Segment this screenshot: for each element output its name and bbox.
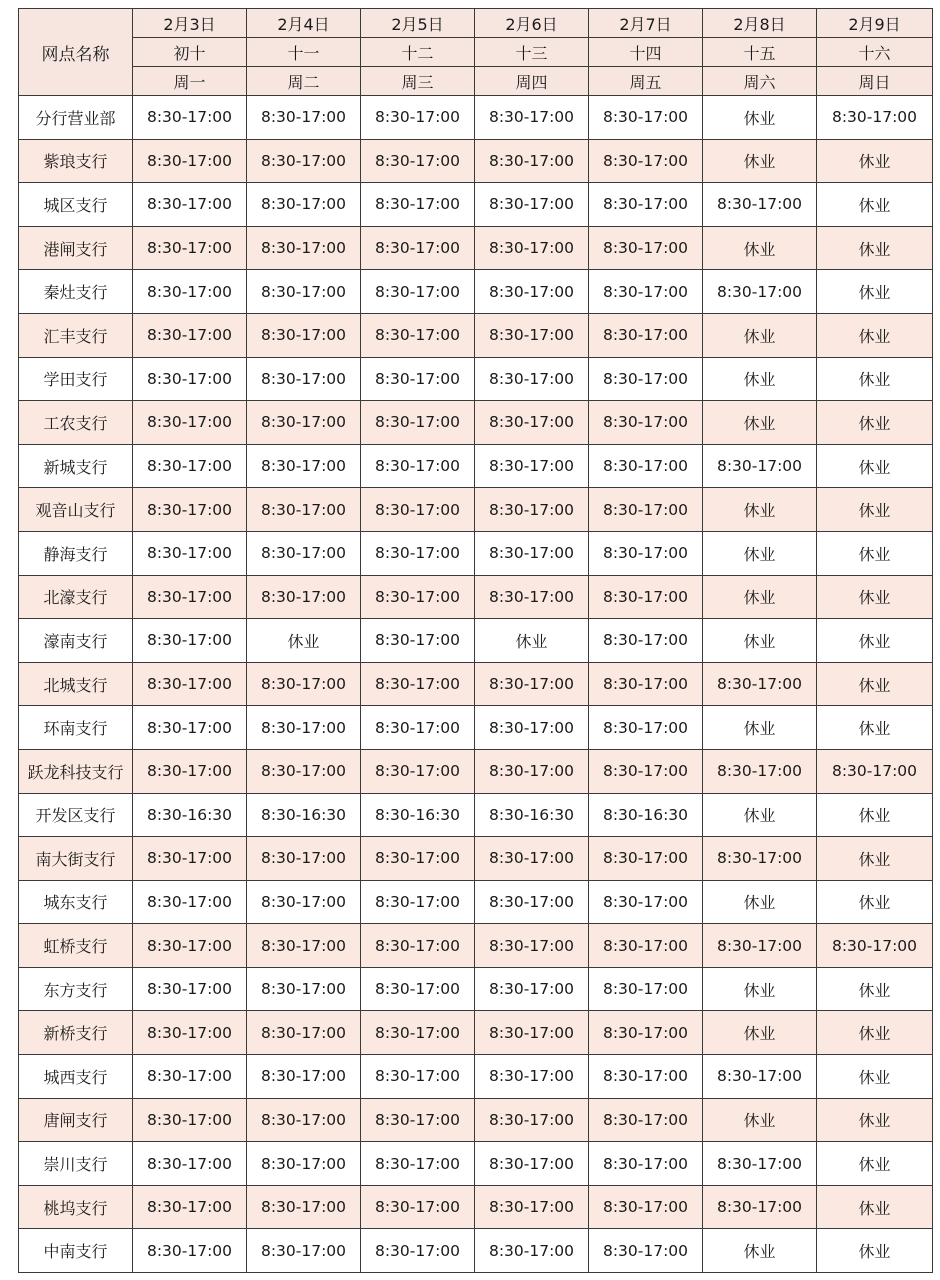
hours-cell: 8:30-17:00 bbox=[589, 967, 703, 1011]
table-row bbox=[19, 444, 933, 488]
branch-name: 中南支行 bbox=[19, 1229, 133, 1273]
hours-cell: 8:30-17:00 bbox=[475, 967, 589, 1011]
hours-cell: 8:30-17:00 bbox=[247, 313, 361, 357]
hours-cell: 8:30-17:00 bbox=[133, 531, 247, 575]
table-row bbox=[19, 1055, 933, 1099]
table-row bbox=[19, 967, 933, 1011]
table-row bbox=[19, 662, 933, 706]
hours-cell: 8:30-17:00 bbox=[361, 749, 475, 793]
hours-cell: 8:30-17:00 bbox=[361, 139, 475, 183]
hours-cell: 8:30-17:00 bbox=[361, 357, 475, 401]
hours-cell: 休业 bbox=[817, 1185, 933, 1229]
hours-cell: 8:30-17:00 bbox=[133, 749, 247, 793]
hours-cell: 休业 bbox=[817, 444, 933, 488]
hours-cell: 8:30-16:30 bbox=[133, 793, 247, 837]
hours-cell: 休业 bbox=[817, 1011, 933, 1055]
branch-name: 新桥支行 bbox=[19, 1011, 133, 1055]
hours-cell: 8:30-17:00 bbox=[133, 183, 247, 227]
hours-cell: 休业 bbox=[817, 1229, 933, 1273]
hours-cell: 8:30-17:00 bbox=[133, 488, 247, 532]
hours-cell: 8:30-17:00 bbox=[247, 1055, 361, 1099]
hours-cell: 8:30-17:00 bbox=[589, 749, 703, 793]
hours-cell: 休业 bbox=[817, 270, 933, 314]
table-row bbox=[19, 1098, 933, 1142]
hours-cell: 8:30-17:00 bbox=[475, 575, 589, 619]
hours-cell: 8:30-17:00 bbox=[361, 967, 475, 1011]
header-weekday: 周五 bbox=[589, 67, 703, 96]
hours-cell: 8:30-17:00 bbox=[589, 226, 703, 270]
hours-cell: 8:30-17:00 bbox=[703, 749, 817, 793]
hours-cell: 休业 bbox=[817, 1055, 933, 1099]
hours-cell: 8:30-17:00 bbox=[133, 444, 247, 488]
hours-cell: 休业 bbox=[817, 619, 933, 663]
table-row bbox=[19, 749, 933, 793]
hours-cell: 8:30-17:00 bbox=[475, 749, 589, 793]
hours-cell: 8:30-17:00 bbox=[589, 183, 703, 227]
table-row bbox=[19, 96, 933, 140]
branch-name: 桃坞支行 bbox=[19, 1185, 133, 1229]
hours-cell: 休业 bbox=[703, 967, 817, 1011]
hours-cell: 8:30-17:00 bbox=[475, 226, 589, 270]
hours-cell: 休业 bbox=[703, 575, 817, 619]
branch-name: 观音山支行 bbox=[19, 488, 133, 532]
hours-cell: 休业 bbox=[817, 706, 933, 750]
hours-cell: 8:30-17:00 bbox=[361, 183, 475, 227]
hours-cell: 8:30-17:00 bbox=[133, 96, 247, 140]
hours-cell: 8:30-17:00 bbox=[475, 1185, 589, 1229]
hours-cell: 8:30-17:00 bbox=[703, 1185, 817, 1229]
header-lunar: 十五 bbox=[703, 38, 817, 67]
hours-cell: 8:30-17:00 bbox=[589, 924, 703, 968]
branch-name: 环南支行 bbox=[19, 706, 133, 750]
hours-cell: 休业 bbox=[703, 706, 817, 750]
hours-cell: 休业 bbox=[817, 401, 933, 445]
hours-cell: 8:30-17:00 bbox=[361, 226, 475, 270]
hours-cell: 8:30-17:00 bbox=[703, 270, 817, 314]
hours-cell: 8:30-17:00 bbox=[361, 924, 475, 968]
hours-cell: 休业 bbox=[817, 793, 933, 837]
hours-cell: 8:30-17:00 bbox=[475, 706, 589, 750]
table-row bbox=[19, 1011, 933, 1055]
hours-cell: 8:30-17:00 bbox=[475, 96, 589, 140]
hours-cell: 8:30-16:30 bbox=[361, 793, 475, 837]
hours-cell: 8:30-17:00 bbox=[361, 1055, 475, 1099]
header-date: 2月7日 bbox=[589, 9, 703, 38]
hours-cell: 休业 bbox=[703, 1229, 817, 1273]
hours-cell: 8:30-17:00 bbox=[361, 619, 475, 663]
hours-cell: 8:30-17:00 bbox=[361, 531, 475, 575]
header-date: 2月3日 bbox=[133, 9, 247, 38]
branch-name: 新城支行 bbox=[19, 444, 133, 488]
branch-name: 虹桥支行 bbox=[19, 924, 133, 968]
hours-cell: 8:30-17:00 bbox=[817, 924, 933, 968]
hours-cell: 8:30-17:00 bbox=[247, 575, 361, 619]
hours-cell: 8:30-17:00 bbox=[475, 880, 589, 924]
header-date: 2月8日 bbox=[703, 9, 817, 38]
table-row bbox=[19, 619, 933, 663]
branch-name: 城东支行 bbox=[19, 880, 133, 924]
hours-cell: 8:30-17:00 bbox=[817, 749, 933, 793]
hours-cell: 8:30-17:00 bbox=[817, 96, 933, 140]
corner-header: 网点名称 bbox=[19, 9, 133, 96]
table-row bbox=[19, 575, 933, 619]
hours-cell: 休业 bbox=[817, 488, 933, 532]
branch-name: 静海支行 bbox=[19, 531, 133, 575]
hours-cell: 8:30-16:30 bbox=[589, 793, 703, 837]
hours-cell: 8:30-17:00 bbox=[361, 96, 475, 140]
hours-cell: 8:30-17:00 bbox=[475, 1055, 589, 1099]
hours-cell: 休业 bbox=[703, 1011, 817, 1055]
hours-cell: 8:30-17:00 bbox=[247, 749, 361, 793]
hours-cell: 8:30-17:00 bbox=[247, 967, 361, 1011]
hours-cell: 8:30-17:00 bbox=[133, 1185, 247, 1229]
hours-cell: 休业 bbox=[817, 575, 933, 619]
table-row bbox=[19, 1185, 933, 1229]
hours-cell: 休业 bbox=[817, 139, 933, 183]
hours-cell: 休业 bbox=[817, 880, 933, 924]
branch-name: 跃龙科技支行 bbox=[19, 749, 133, 793]
header-lunar: 十六 bbox=[817, 38, 933, 67]
header-weekday: 周四 bbox=[475, 67, 589, 96]
header-lunar: 初十 bbox=[133, 38, 247, 67]
hours-cell: 8:30-17:00 bbox=[589, 531, 703, 575]
table-row bbox=[19, 357, 933, 401]
hours-cell: 休业 bbox=[703, 619, 817, 663]
hours-cell: 8:30-17:00 bbox=[247, 880, 361, 924]
hours-cell: 休业 bbox=[817, 313, 933, 357]
hours-cell: 休业 bbox=[703, 313, 817, 357]
hours-cell: 8:30-17:00 bbox=[247, 1098, 361, 1142]
hours-cell: 8:30-17:00 bbox=[703, 1142, 817, 1186]
hours-cell: 8:30-17:00 bbox=[361, 444, 475, 488]
hours-cell: 8:30-17:00 bbox=[703, 183, 817, 227]
hours-cell: 8:30-17:00 bbox=[703, 924, 817, 968]
hours-cell: 8:30-17:00 bbox=[247, 1142, 361, 1186]
table-row bbox=[19, 401, 933, 445]
table-row bbox=[19, 313, 933, 357]
hours-cell: 8:30-17:00 bbox=[133, 967, 247, 1011]
hours-cell: 8:30-17:00 bbox=[361, 1098, 475, 1142]
table-row bbox=[19, 183, 933, 227]
branch-name: 分行营业部 bbox=[19, 96, 133, 140]
hours-cell: 8:30-17:00 bbox=[133, 880, 247, 924]
hours-cell: 8:30-17:00 bbox=[247, 183, 361, 227]
table-header bbox=[19, 9, 933, 96]
hours-cell: 8:30-17:00 bbox=[475, 357, 589, 401]
hours-cell: 8:30-17:00 bbox=[589, 96, 703, 140]
table-row bbox=[19, 1229, 933, 1273]
header-lunar: 十四 bbox=[589, 38, 703, 67]
hours-cell: 8:30-17:00 bbox=[589, 837, 703, 881]
hours-cell: 8:30-17:00 bbox=[703, 1055, 817, 1099]
branch-name: 东方支行 bbox=[19, 967, 133, 1011]
hours-cell: 休业 bbox=[703, 96, 817, 140]
branch-name: 港闸支行 bbox=[19, 226, 133, 270]
hours-cell: 8:30-17:00 bbox=[589, 706, 703, 750]
hours-cell: 8:30-17:00 bbox=[133, 1142, 247, 1186]
hours-cell: 8:30-17:00 bbox=[133, 313, 247, 357]
table-row bbox=[19, 270, 933, 314]
hours-cell: 8:30-17:00 bbox=[247, 1229, 361, 1273]
header-row-weekday bbox=[19, 67, 933, 96]
hours-cell: 8:30-17:00 bbox=[589, 1098, 703, 1142]
hours-cell: 8:30-17:00 bbox=[247, 226, 361, 270]
table-row bbox=[19, 837, 933, 881]
hours-cell: 8:30-17:00 bbox=[475, 401, 589, 445]
header-lunar: 十一 bbox=[247, 38, 361, 67]
hours-cell: 8:30-17:00 bbox=[133, 924, 247, 968]
hours-cell: 8:30-17:00 bbox=[133, 619, 247, 663]
hours-cell: 8:30-17:00 bbox=[361, 1011, 475, 1055]
hours-cell: 8:30-17:00 bbox=[589, 1142, 703, 1186]
hours-cell: 8:30-17:00 bbox=[247, 837, 361, 881]
header-weekday: 周三 bbox=[361, 67, 475, 96]
branch-name: 汇丰支行 bbox=[19, 313, 133, 357]
branch-name: 唐闸支行 bbox=[19, 1098, 133, 1142]
branch-name: 秦灶支行 bbox=[19, 270, 133, 314]
table-row bbox=[19, 924, 933, 968]
hours-cell: 8:30-17:00 bbox=[133, 270, 247, 314]
hours-cell: 8:30-17:00 bbox=[247, 706, 361, 750]
table-row bbox=[19, 531, 933, 575]
hours-cell: 8:30-17:00 bbox=[703, 444, 817, 488]
hours-cell: 8:30-17:00 bbox=[589, 1055, 703, 1099]
hours-cell: 8:30-17:00 bbox=[475, 837, 589, 881]
header-date: 2月6日 bbox=[475, 9, 589, 38]
branch-hours-table bbox=[18, 8, 933, 1273]
hours-cell: 8:30-17:00 bbox=[589, 444, 703, 488]
hours-cell: 8:30-17:00 bbox=[589, 619, 703, 663]
hours-cell: 8:30-17:00 bbox=[703, 662, 817, 706]
header-weekday: 周二 bbox=[247, 67, 361, 96]
hours-cell: 休业 bbox=[703, 357, 817, 401]
table-row bbox=[19, 880, 933, 924]
header-date: 2月4日 bbox=[247, 9, 361, 38]
header-date: 2月9日 bbox=[817, 9, 933, 38]
branch-name: 南大街支行 bbox=[19, 837, 133, 881]
table-row bbox=[19, 488, 933, 532]
hours-cell: 8:30-17:00 bbox=[247, 531, 361, 575]
hours-cell: 8:30-17:00 bbox=[247, 1185, 361, 1229]
hours-cell: 8:30-17:00 bbox=[703, 837, 817, 881]
hours-cell: 8:30-17:00 bbox=[133, 706, 247, 750]
hours-cell: 8:30-17:00 bbox=[475, 488, 589, 532]
hours-cell: 休业 bbox=[247, 619, 361, 663]
header-weekday: 周一 bbox=[133, 67, 247, 96]
header-date: 2月5日 bbox=[361, 9, 475, 38]
hours-cell: 8:30-17:00 bbox=[361, 706, 475, 750]
hours-cell: 休业 bbox=[703, 226, 817, 270]
hours-cell: 8:30-17:00 bbox=[361, 575, 475, 619]
hours-cell: 8:30-17:00 bbox=[589, 880, 703, 924]
hours-cell: 8:30-17:00 bbox=[589, 488, 703, 532]
hours-cell: 休业 bbox=[817, 183, 933, 227]
hours-cell: 8:30-17:00 bbox=[475, 139, 589, 183]
hours-cell: 8:30-17:00 bbox=[247, 96, 361, 140]
hours-cell: 休业 bbox=[817, 967, 933, 1011]
hours-cell: 8:30-17:00 bbox=[133, 1055, 247, 1099]
table-row bbox=[19, 793, 933, 837]
hours-cell: 8:30-17:00 bbox=[247, 270, 361, 314]
branch-name: 北濠支行 bbox=[19, 575, 133, 619]
hours-cell: 8:30-17:00 bbox=[475, 1229, 589, 1273]
hours-cell: 8:30-17:00 bbox=[589, 575, 703, 619]
hours-cell: 8:30-17:00 bbox=[133, 139, 247, 183]
schedule-container bbox=[18, 8, 932, 1273]
table-body bbox=[19, 96, 933, 1273]
header-lunar: 十三 bbox=[475, 38, 589, 67]
branch-name: 紫琅支行 bbox=[19, 139, 133, 183]
hours-cell: 8:30-17:00 bbox=[589, 401, 703, 445]
hours-cell: 休业 bbox=[817, 1098, 933, 1142]
hours-cell: 休业 bbox=[703, 1098, 817, 1142]
hours-cell: 8:30-17:00 bbox=[247, 1011, 361, 1055]
table-row bbox=[19, 706, 933, 750]
branch-name: 北城支行 bbox=[19, 662, 133, 706]
hours-cell: 休业 bbox=[817, 662, 933, 706]
hours-cell: 8:30-16:30 bbox=[247, 793, 361, 837]
hours-cell: 8:30-17:00 bbox=[475, 183, 589, 227]
hours-cell: 8:30-17:00 bbox=[361, 1229, 475, 1273]
hours-cell: 8:30-17:00 bbox=[247, 488, 361, 532]
hours-cell: 休业 bbox=[703, 488, 817, 532]
hours-cell: 8:30-17:00 bbox=[247, 401, 361, 445]
hours-cell: 休业 bbox=[703, 139, 817, 183]
hours-cell: 8:30-17:00 bbox=[133, 837, 247, 881]
hours-cell: 8:30-17:00 bbox=[475, 444, 589, 488]
hours-cell: 8:30-17:00 bbox=[361, 1142, 475, 1186]
hours-cell: 8:30-17:00 bbox=[589, 1011, 703, 1055]
hours-cell: 8:30-17:00 bbox=[589, 270, 703, 314]
hours-cell: 8:30-17:00 bbox=[247, 924, 361, 968]
hours-cell: 8:30-17:00 bbox=[475, 1098, 589, 1142]
hours-cell: 休业 bbox=[703, 880, 817, 924]
hours-cell: 8:30-17:00 bbox=[589, 313, 703, 357]
hours-cell: 休业 bbox=[703, 401, 817, 445]
hours-cell: 休业 bbox=[817, 226, 933, 270]
hours-cell: 8:30-17:00 bbox=[589, 139, 703, 183]
hours-cell: 8:30-17:00 bbox=[475, 924, 589, 968]
hours-cell: 8:30-17:00 bbox=[475, 662, 589, 706]
hours-cell: 8:30-17:00 bbox=[475, 1142, 589, 1186]
hours-cell: 8:30-17:00 bbox=[589, 1229, 703, 1273]
hours-cell: 8:30-17:00 bbox=[475, 270, 589, 314]
table-row bbox=[19, 139, 933, 183]
table-row bbox=[19, 226, 933, 270]
branch-name: 濠南支行 bbox=[19, 619, 133, 663]
hours-cell: 8:30-17:00 bbox=[361, 1185, 475, 1229]
header-weekday: 周日 bbox=[817, 67, 933, 96]
branch-name: 开发区支行 bbox=[19, 793, 133, 837]
hours-cell: 8:30-17:00 bbox=[133, 357, 247, 401]
branch-name: 崇川支行 bbox=[19, 1142, 133, 1186]
hours-cell: 休业 bbox=[703, 793, 817, 837]
hours-cell: 8:30-17:00 bbox=[361, 401, 475, 445]
hours-cell: 休业 bbox=[703, 531, 817, 575]
hours-cell: 8:30-17:00 bbox=[133, 662, 247, 706]
header-row-date bbox=[19, 9, 933, 38]
hours-cell: 休业 bbox=[475, 619, 589, 663]
hours-cell: 8:30-17:00 bbox=[133, 575, 247, 619]
hours-cell: 8:30-17:00 bbox=[361, 270, 475, 314]
hours-cell: 8:30-17:00 bbox=[247, 139, 361, 183]
hours-cell: 8:30-17:00 bbox=[361, 313, 475, 357]
hours-cell: 休业 bbox=[817, 531, 933, 575]
hours-cell: 休业 bbox=[817, 1142, 933, 1186]
hours-cell: 8:30-17:00 bbox=[589, 1185, 703, 1229]
hours-cell: 8:30-17:00 bbox=[133, 401, 247, 445]
branch-name: 城区支行 bbox=[19, 183, 133, 227]
hours-cell: 8:30-17:00 bbox=[475, 1011, 589, 1055]
header-row-lunar bbox=[19, 38, 933, 67]
hours-cell: 8:30-17:00 bbox=[133, 1098, 247, 1142]
hours-cell: 8:30-17:00 bbox=[361, 837, 475, 881]
hours-cell: 8:30-16:30 bbox=[475, 793, 589, 837]
hours-cell: 8:30-17:00 bbox=[247, 357, 361, 401]
header-lunar: 十二 bbox=[361, 38, 475, 67]
hours-cell: 休业 bbox=[817, 357, 933, 401]
hours-cell: 8:30-17:00 bbox=[247, 662, 361, 706]
hours-cell: 8:30-17:00 bbox=[133, 1229, 247, 1273]
branch-name: 城西支行 bbox=[19, 1055, 133, 1099]
hours-cell: 8:30-17:00 bbox=[133, 1011, 247, 1055]
hours-cell: 8:30-17:00 bbox=[475, 531, 589, 575]
hours-cell: 8:30-17:00 bbox=[361, 662, 475, 706]
branch-name: 工农支行 bbox=[19, 401, 133, 445]
hours-cell: 休业 bbox=[817, 837, 933, 881]
hours-cell: 8:30-17:00 bbox=[589, 357, 703, 401]
hours-cell: 8:30-17:00 bbox=[475, 313, 589, 357]
table-row bbox=[19, 1142, 933, 1186]
branch-name: 学田支行 bbox=[19, 357, 133, 401]
hours-cell: 8:30-17:00 bbox=[361, 880, 475, 924]
hours-cell: 8:30-17:00 bbox=[589, 662, 703, 706]
hours-cell: 8:30-17:00 bbox=[133, 226, 247, 270]
hours-cell: 8:30-17:00 bbox=[361, 488, 475, 532]
header-weekday: 周六 bbox=[703, 67, 817, 96]
hours-cell: 8:30-17:00 bbox=[247, 444, 361, 488]
